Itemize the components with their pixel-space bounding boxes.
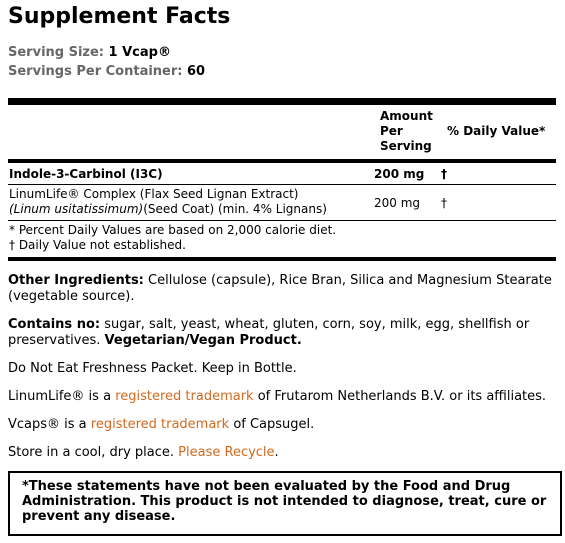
please-recycle-link[interactable]: Please Recycle <box>178 445 275 460</box>
servings-per-container-label: Servings Per Container: <box>8 64 183 79</box>
other-ingredients <box>8 273 556 305</box>
divider-medium <box>8 257 556 261</box>
ingredient-name <box>9 187 327 217</box>
vcaps-trademark-post: of Capsugel. <box>229 417 315 432</box>
daily-value-header: % Daily Value* <box>447 124 546 138</box>
ingredient-name-line: LinumLife® Complex (Flax Seed Lignan Extract) <box>9 187 299 201</box>
ingredient-source: (Seed Coat) (min. 4% Lignans) <box>143 202 327 216</box>
footnote-percent-dv: * Percent Daily Values are based on 2,000 calorie diet. <box>9 223 337 237</box>
linumlife-trademark-pre: LinumLife® is a <box>8 389 116 404</box>
other-ingredients-label: Other Ingredients: <box>8 273 144 288</box>
servings-per-container <box>8 64 205 79</box>
storage-post: . <box>274 445 279 460</box>
registered-trademark-link[interactable]: registered trademark <box>115 389 254 404</box>
fda-disclaimer-box <box>8 471 562 536</box>
serving-size <box>8 45 171 60</box>
ingredient-name: Indole-3-Carbinol (I3C) <box>9 167 163 181</box>
storage-note <box>8 445 556 461</box>
linumlife-trademark-note <box>8 389 556 405</box>
divider-medium <box>8 159 556 163</box>
footnote-dagger: † Daily Value not established. <box>9 238 186 252</box>
ingredient-daily-value: † <box>441 167 447 181</box>
fda-disclaimer-text: *These statements have not been evaluated by the Food and Drug Administration. This product is not intended to diagnose, treat, cure or prevent any disease. <box>22 479 547 524</box>
amount-header-line: Serving <box>380 139 432 153</box>
storage-text: Store in a cool, dry place. <box>8 445 179 460</box>
divider-thick <box>8 98 556 105</box>
serving-size-label: Serving Size: <box>8 45 105 60</box>
contains-no-text: sugar, salt, yeast, wheat, gluten, corn, soy, milk, egg, shellfish or preservatives. <box>8 317 530 348</box>
contains-no-label: Contains no: <box>8 317 101 332</box>
amount-header-line: Amount <box>380 109 433 123</box>
vcaps-trademark-note <box>8 417 556 433</box>
ingredient-amount: 200 mg <box>374 196 421 210</box>
botanical-name: (Linum usitatissimum) <box>9 202 144 216</box>
contains-no <box>8 317 556 349</box>
row-divider <box>8 220 556 221</box>
servings-per-container-value: 60 <box>187 64 206 79</box>
ingredient-daily-value: † <box>441 196 447 210</box>
freshness-note: Do Not Eat Freshness Packet. Keep in Bottle. <box>8 361 297 376</box>
vegetarian-vegan-note: Vegetarian/Vegan Product. <box>104 333 302 348</box>
row-divider <box>8 184 556 185</box>
amount-per-serving-header <box>380 109 433 154</box>
vcaps-trademark-pre: Vcaps® is a <box>8 417 91 432</box>
other-ingredients-text: Cellulose (capsule), Rice Bran, Silica and Magnesium Stearate (vegetable source). <box>8 273 552 304</box>
supplement-facts-title: Supplement Facts <box>8 4 231 29</box>
amount-header-line: Per <box>380 124 403 138</box>
ingredient-name-line <box>9 202 327 217</box>
linumlife-trademark-post: of Frutarom Netherlands B.V. or its affiliates. <box>253 389 547 404</box>
ingredient-amount: 200 mg <box>374 167 425 181</box>
registered-trademark-link[interactable]: registered trademark <box>90 417 230 432</box>
serving-size-value: 1 Vcap® <box>108 45 171 60</box>
